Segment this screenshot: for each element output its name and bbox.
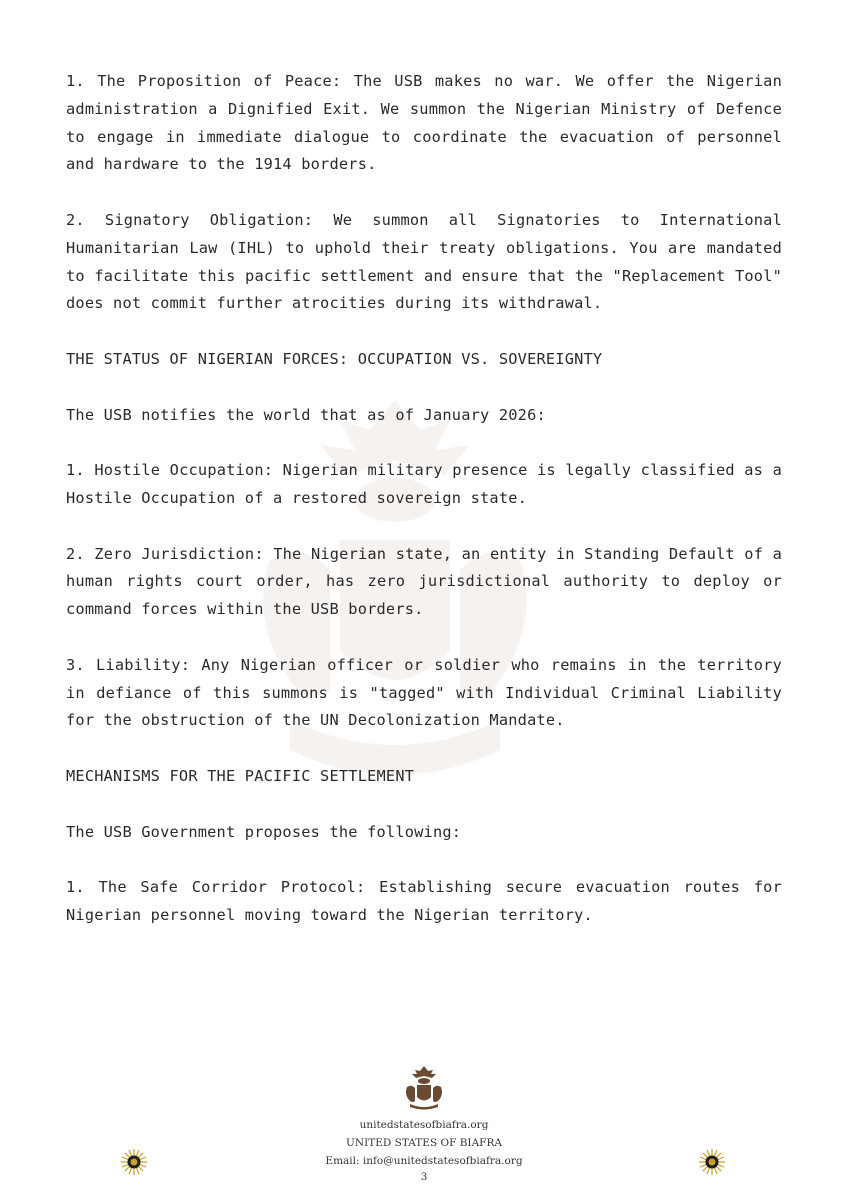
paragraph-liability: 3. Liability: Any Nigerian officer or soldier who remains in the territory in defiance of this summons is "tagged" with Individual Criminal Liability for the obstruction of the UN Decolonization Mandate.: [66, 655, 782, 730]
heading-status-of-nigerian-forces: THE STATUS OF NIGERIAN FORCES: OCCUPATION VS. SOVEREIGNTY: [66, 349, 603, 368]
footer-coat-of-arms-icon: [402, 1064, 446, 1110]
paragraph-signatory-obligation: 2. Signatory Obligation: We summon all Signatories to International Humanitarian Law (IHL) to uphold their treaty obligations. You are mandated to facilitate this pacific settlement and ensure that the "Replacement Tool" does not commit further atrocities during its withdrawal.: [66, 210, 782, 313]
document-body: [66, 68, 782, 930]
paragraph-safe-corridor: 1. The Safe Corridor Protocol: Establishing secure evacuation routes for Nigerian personnel moving toward the Nigerian territory.: [66, 878, 782, 924]
paragraph-zero-jurisdiction: 2. Zero Jurisdiction: The Nigerian state, an entity in Standing Default of a human rights court order, has zero jurisdictional authority to deploy or command forces within the USB borders.: [66, 544, 782, 619]
rising-sun-icon-right: [698, 1148, 726, 1176]
paragraph-proposition-of-peace: 1. The Proposition of Peace: The USB makes no war. We offer the Nigerian administration a Dignified Exit. We summon the Nigerian Ministry of Defence to engage in immediate dialogue to coordinate the evacuation of personnel and hardware to the 1914 borders.: [66, 72, 782, 174]
page-number: 3: [420, 1172, 428, 1183]
paragraph-hostile-occupation: 1. Hostile Occupation: Nigerian military presence is legally classified as a Hostile Occupation of a restored sovereign state.: [66, 461, 782, 507]
paragraph-proposal-intro: The USB Government proposes the following:: [66, 822, 462, 841]
paragraph-notification: The USB notifies the world that as of January 2026:: [66, 405, 546, 424]
footer-email: Email: info@unitedstatesofbiafra.org: [325, 1155, 523, 1167]
heading-mechanisms: MECHANISMS FOR THE PACIFIC SETTLEMENT: [66, 766, 415, 785]
footer-website: unitedstatesofbiafra.org: [359, 1119, 489, 1131]
rising-sun-icon-left: [120, 1148, 148, 1176]
footer-org-name: UNITED STATES OF BIAFRA: [346, 1137, 502, 1149]
